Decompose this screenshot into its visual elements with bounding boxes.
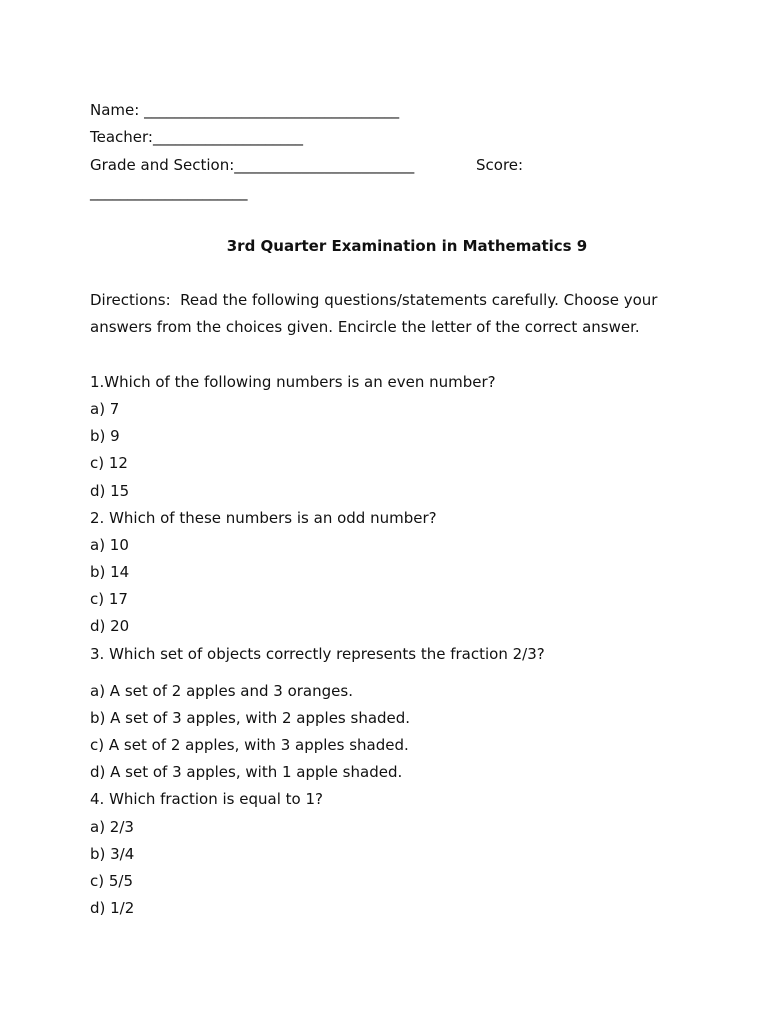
question-4-text: 4. Which fraction is equal to 1?: [90, 790, 323, 808]
question-4-choice-c: c) 5/5: [90, 872, 134, 890]
grade-section-field-line: Grade and Section:________________________: [90, 156, 415, 174]
question-2-choice-c: c) 17: [90, 590, 128, 608]
question-1-text: 1.Which of the following numbers is an even number?: [90, 373, 496, 391]
question-2-choice-a: a) 10: [90, 536, 129, 554]
question-1-choice-a: a) 7: [90, 400, 120, 418]
question-2-text: 2. Which of these numbers is an odd number?: [90, 509, 437, 527]
question-1-choice-c: c) 12: [90, 454, 128, 472]
question-1-choice-d: d) 15: [90, 482, 130, 500]
score-label: Score:: [476, 156, 524, 174]
score-blank-line: _____________________: [90, 183, 248, 201]
question-3-text: 3. Which set of objects correctly represents the fraction 2/3?: [90, 645, 545, 663]
exam-title: 3rd Quarter Examination in Mathematics 9: [226, 237, 588, 255]
teacher-field-line: Teacher:____________________: [90, 128, 303, 146]
directions-line-2: answers from the choices given. Encircle the letter of the correct answer.: [90, 318, 640, 336]
question-2-choice-d: d) 20: [90, 617, 130, 635]
question-4-choice-d: d) 1/2: [90, 899, 135, 917]
question-3-choice-c: c) A set of 2 apples, with 3 apples shaded.: [90, 736, 409, 754]
question-2-choice-b: b) 14: [90, 563, 130, 581]
directions-line-1: Directions: Read the following questions/statements carefully. Choose your: [90, 291, 658, 309]
question-3-choice-a: a) A set of 2 apples and 3 oranges.: [90, 682, 353, 700]
name-field-line: Name: __________________________________: [90, 101, 400, 119]
question-4-choice-b: b) 3/4: [90, 845, 135, 863]
question-1-choice-b: b) 9: [90, 427, 120, 445]
question-4-choice-a: a) 2/3: [90, 818, 134, 836]
question-3-choice-d: d) A set of 3 apples, with 1 apple shaded.: [90, 763, 403, 781]
question-3-choice-b: b) A set of 3 apples, with 2 apples shaded.: [90, 709, 411, 727]
